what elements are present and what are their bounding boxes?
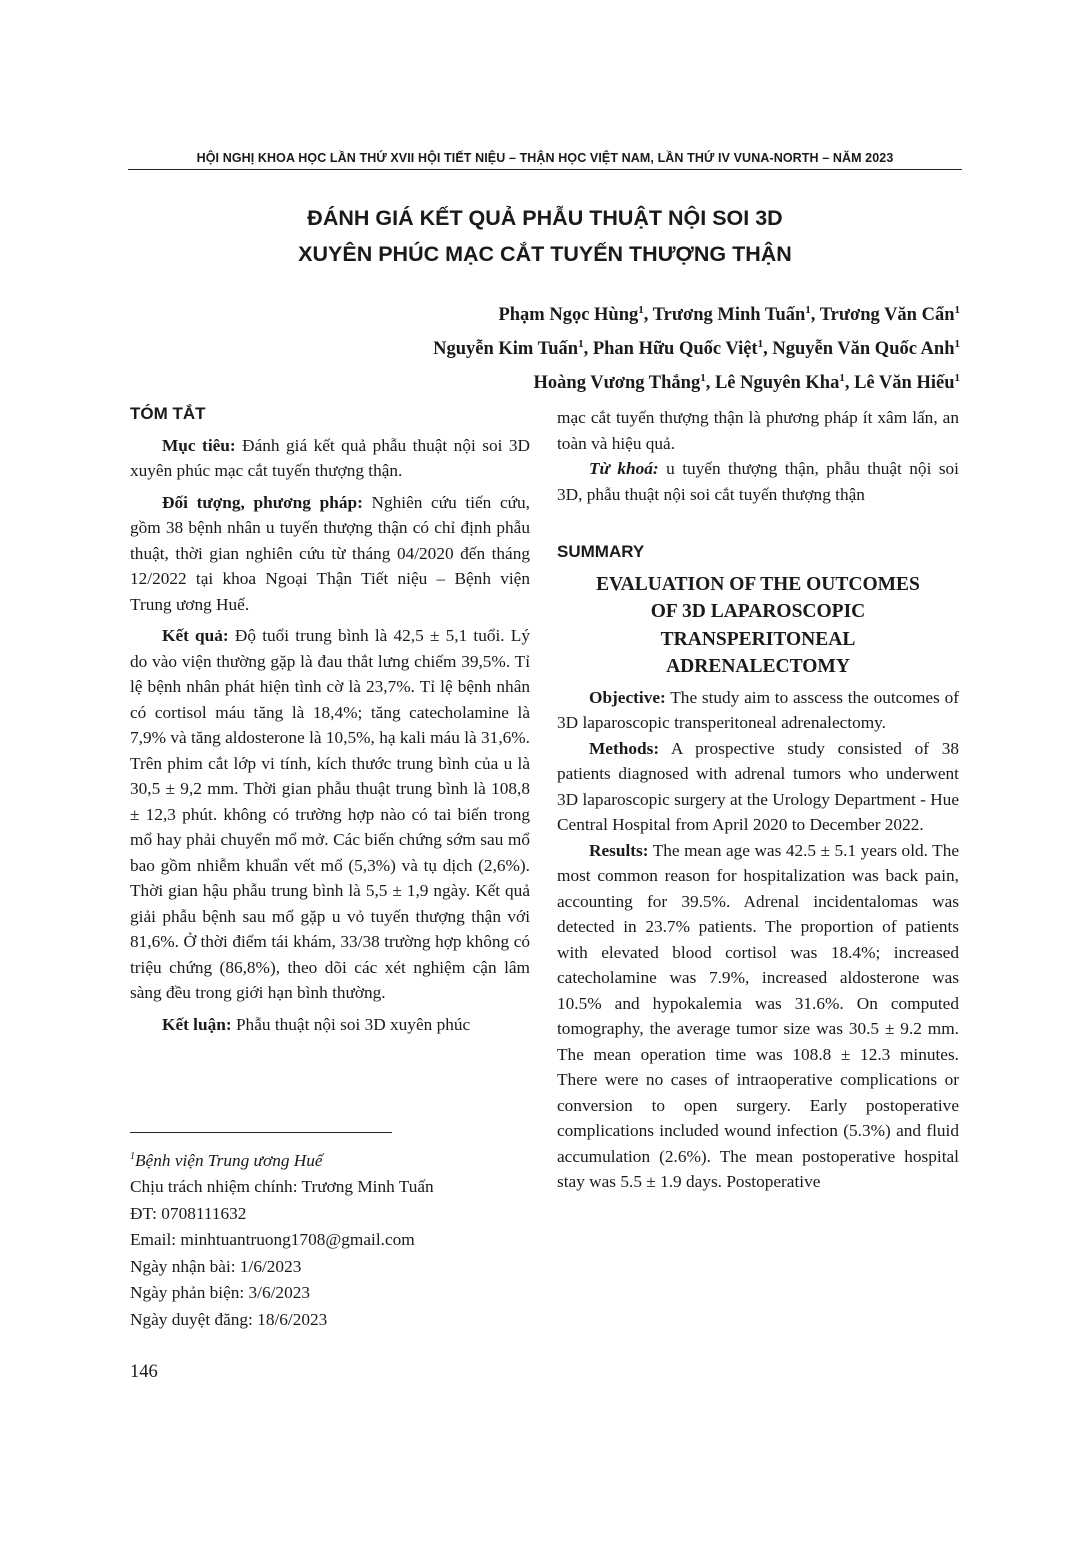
abstract-vi-objective: Mục tiêu: Đánh giá kết quả phẫu thuật nội soi 3D xuyên phúc mạc cắt tuyến thượng thận.: [130, 435, 530, 480]
footnote-received: Ngày nhận bài: 1/6/2023: [130, 1256, 302, 1276]
abstract-vi-heading: TÓM TẮT: [130, 404, 206, 423]
header-rule: [128, 169, 962, 170]
footnote-email: Email: minhtuantruong1708@gmail.com: [130, 1230, 415, 1250]
title-line-2: XUYÊN PHÚC MẠC CẮT TUYẾN THƯỢNG THẬN: [298, 242, 792, 266]
english-title: EVALUATION OF THE OUTCOMES OF 3D LAPAROSCOPIC TRANSPERITONEAL ADRENALECTOMY: [596, 573, 920, 677]
author-line-3: Hoàng Vương Thắng$^1$, Lê Nguyên Kha$^1$, Lê Văn Hiếu$^1$: [533, 372, 960, 394]
abstract-vi-conclusion-continued: mạc cắt tuyến thượng thận là phương pháp ít xâm lấn, an toàn và hiệu quả.: [557, 408, 959, 453]
author-name: Nguyễn Văn Quốc Anh: [772, 339, 955, 360]
footnote-phone: ĐT: 0708111632: [130, 1203, 247, 1223]
right-column: [557, 405, 959, 1195]
author-name: Phạm Ngọc Hùng: [498, 305, 639, 326]
author-line-2: Nguyễn Kim Tuấn$^1$, Phan Hữu Quốc Việt$^1$, Nguyễn Văn Quốc Anh$^1$: [433, 338, 960, 360]
title-line-1: ĐÁNH GIÁ KẾT QUẢ PHẪU THUẬT NỘI SOI 3D: [307, 206, 783, 230]
summary-methods: Methods: A prospective study consisted of 38 patients diagnosed with adrenal tumors who underwent 3D laparoscopic surgery at the Urology Department - Hue Central Hospital from April 2020 to December 2022.: [557, 738, 959, 834]
abstract-vi-methods: Đối tượng, phương pháp: Nghiên cứu tiến cứu, gồm 38 bệnh nhân u tuyến thượng thận có chỉ định phẫu thuật, thời gian nghiên cứu từ tháng 04/2020 đến tháng 12/2022 tại khoa Ngoại Thận Tiết niệu – Bệnh viện Trung ương Huế.: [130, 492, 530, 614]
summary-results: Results: The mean age was 42.5 ± 5.1 years old. The most common reason for hospitalization was back pain, accounting for 39.5%. Adrenal incidentalomas was detected in 23.7% patients. The proportion of patients with elevated blood cortisol was 18.4%; increased catecholamine was 7.9%, increased aldosterone was 10.5% and hypokalemia was 31.6%. On computed tomography, the average tumor size was 30.5 ± 9.2 mm. The mean operation time was 108.8 ± 12.3 minutes. There were no cases of intraoperative complications or conversion to open surgery. Early postoperative complications included wound infection (5.3%) and fluid accumulation (2.6%). The mean postoperative hospital stay was 5.5 ± 1.9 days. Postoperative: [557, 840, 959, 1191]
footnote-rule: [130, 1132, 392, 1133]
author-name: Lê Nguyên Kha: [714, 373, 840, 394]
author-name: Hoàng Vương Thắng: [533, 373, 701, 394]
abstract-vi-conclusion: Kết luận: Phẫu thuật nội soi 3D xuyên phúc: [162, 1014, 471, 1034]
page-number: 146: [130, 1362, 158, 1382]
author-name: Lê Văn Hiếu: [854, 373, 955, 394]
summary-objective: Objective: The study aim to asscess the outcomes of 3D laparoscopic transperitoneal adrenalectomy.: [557, 687, 959, 732]
footnote-affiliation: $^1$Bệnh viện Trung ương Huế: [130, 1150, 323, 1170]
footnote-accepted: Ngày duyệt đăng: 18/6/2023: [130, 1309, 328, 1329]
author-name: Phan Hữu Quốc Việt: [592, 339, 758, 360]
summary-heading: SUMMARY: [557, 542, 645, 561]
footnote-reviewed: Ngày phản biện: 3/6/2023: [130, 1283, 310, 1303]
running-head: HỘI NGHỊ KHOA HỌC LẦN THỨ XVII HỘI TIẾT NIỆU – THẬN HỌC VIỆT NAM, LẦN THỨ IV VUNA-NORTH – NĂM 2023: [196, 151, 894, 165]
footnote-corresponding: Chịu trách nhiệm chính: Trương Minh Tuấn: [130, 1177, 434, 1197]
author-name: Trương Minh Tuấn: [652, 305, 806, 326]
author-list: [300, 296, 960, 398]
author-line-1: Phạm Ngọc Hùng$^1$, Trương Minh Tuấn$^1$, Trương Văn Cẩn$^1$: [498, 304, 960, 326]
article-title: [128, 200, 962, 272]
abstract-vi-results: Kết quả: Độ tuổi trung bình là 42,5 ± 5,1 tuổi. Lý do vào viện thường gặp là đau thắt lưng chiếm 39,5%. Tỉ lệ bệnh nhân phát hiện tình cờ là 23,7%. Tỉ lệ bệnh nhân có cortisol máu tăng là 18,4%; tăng catecholamine là 7,9% và tăng aldosterone là 10,5%, hạ kali máu là 31,6%. Trên phim cắt lớp vi tính, kích thước trung bình của u là 30,5 ± 9,2 mm. Thời gian phẫu thuật trung bình là 108,8 ± 12,3 phút. không có trường hợp nào có tai biến trong mổ hay phải chuyển mổ mở. Các biến chứng sớm sau mổ bao gồm nhiễm khuẩn vết mổ (5,3%) và tụ dịch (2,6%). Thời gian hậu phẫu trung bình là 5,5 ± 1,9 ngày. Kết quả giải phẫu bệnh sau mổ gặp u vỏ tuyến thượng thận với 81,6%. Ở thời điểm tái khám, 33/38 trường hợp không có triệu chứng (86,8%), theo dõi các xét nghiệm cận lâm sàng đều trong giới hạn bình thường.: [130, 626, 531, 1002]
author-name: Nguyễn Kim Tuấn: [433, 339, 579, 360]
left-column: [130, 401, 530, 1037]
abstract-vi-keywords: Từ khoá: u tuyến thượng thận, phẫu thuật nội soi 3D, phẫu thuật nội soi cắt tuyến thượng thận: [557, 459, 959, 504]
footnotes: [130, 1144, 530, 1333]
author-name: Trương Văn Cẩn: [819, 305, 955, 326]
